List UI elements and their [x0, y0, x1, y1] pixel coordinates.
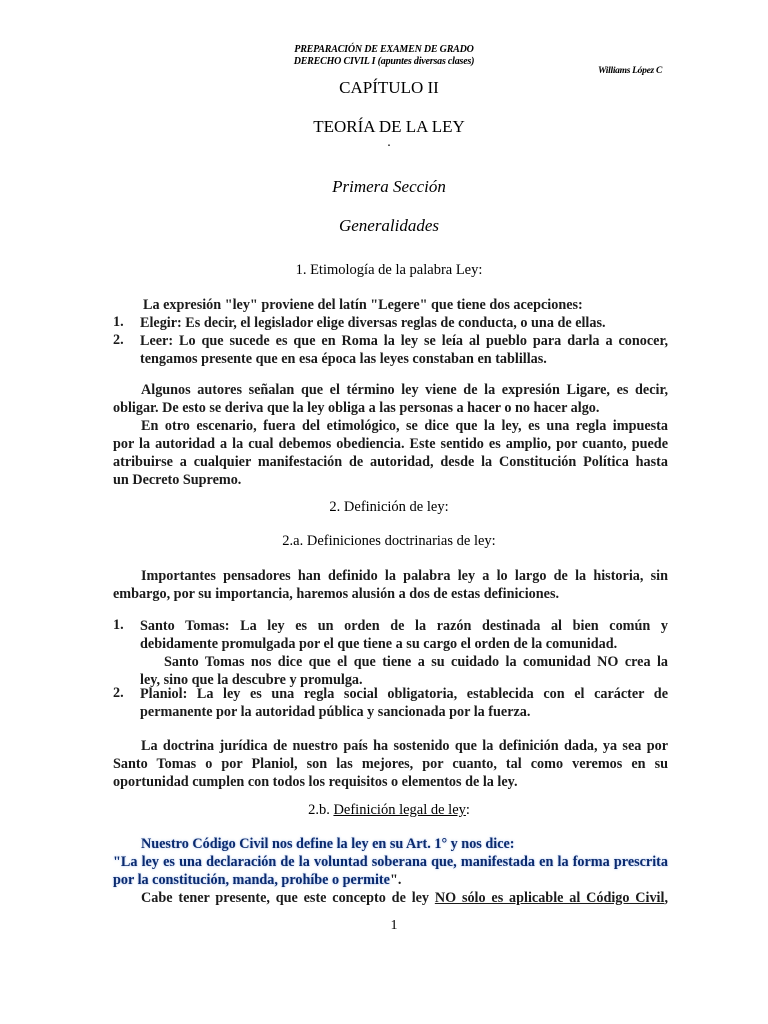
- paragraph-doctrina: [113, 737, 668, 791]
- list-item-leer: [140, 332, 668, 368]
- chapter-heading: CAPÍTULO II: [339, 78, 439, 97]
- heading-definition: 2. Definición de ley:: [329, 499, 449, 515]
- heading-colon: :: [465, 802, 470, 818]
- paragraph-line: debidamente promulgada por el que tiene a su cargo el orden de la comunidad.: [140, 636, 618, 652]
- paragraph-line: Planiol: La ley es una regla social obligatoria, establecida con el carácter de: [140, 686, 668, 702]
- header-author: Williams López C: [598, 66, 662, 76]
- paragraph-intro: [113, 296, 668, 314]
- heading-underlined-text: Definición legal de ley: [333, 802, 466, 818]
- list-number: 1.: [113, 314, 124, 330]
- paragraph-line: por la autoridad a la cual debemos obediencia. Este sentido es amplio, por cuanto, puede: [113, 436, 668, 452]
- heading-doctrinal: 2.a. Definiciones doctrinarias de ley:: [282, 533, 496, 549]
- paragraph-pensadores: [113, 567, 668, 603]
- paragraph-line: La doctrina jurídica de nuestro país ha sostenido que la definición dada, ya sea por: [141, 738, 668, 754]
- paragraph-line: Algunos autores señalan que el término ley viene de la expresión Ligare, es decir,: [141, 382, 668, 398]
- paragraph-line: Santo Tomas nos dice que el que tiene a su cuidado la comunidad NO crea la: [164, 654, 668, 670]
- list-number: 2.: [113, 332, 124, 348]
- heading-legal-definition: [0, 802, 768, 819]
- paragraph-line: un Decreto Supremo.: [113, 472, 242, 488]
- paragraph-otro-escenario: [113, 417, 668, 489]
- header-subject-line: DERECHO CIVIL I (apuntes diversas clases): [293, 56, 475, 67]
- paragraph-line: Nuestro Código Civil nos define la ley en su Art. 1° y nos dice:: [141, 836, 515, 852]
- quote-article-1: [113, 853, 668, 889]
- text-segment: ,: [664, 890, 668, 906]
- list-item-elegir: [140, 314, 668, 332]
- definition-santo-tomas: [140, 617, 668, 689]
- paragraph-codigo-civil: [113, 835, 668, 853]
- paragraph-line: [113, 889, 668, 907]
- quote-line: "La ley es una declaración de la voluntad soberana que, manifestada en la forma prescrita: [113, 854, 668, 870]
- paragraph-line: embargo, por su importancia, haremos alusión a dos de estas definiciones.: [113, 586, 560, 602]
- page-number: 1: [390, 918, 398, 933]
- paragraph-line: obligar. De esto se deriva que la ley obliga a las personas a hacer o no hacer algo.: [113, 400, 600, 416]
- paragraph-line: La expresión "ley" proviene del latín "Legere" que tiene dos acepciones:: [143, 297, 583, 313]
- paragraph-line: Santo Tomas: La ley es un orden de la razón destinada al bien común y: [140, 618, 668, 634]
- definition-planiol: [140, 685, 668, 721]
- paragraph-line: tengamos presente que en esa época las leyes constaban en tablillas.: [140, 351, 547, 367]
- quote-text: por la constitución, manda, prohíbe o permite: [113, 872, 390, 888]
- paragraph-cabe-tener: [113, 889, 668, 907]
- paragraph-line: oportunidad cumplen con todos los requisitos o elementos de la ley.: [113, 774, 518, 790]
- heading-number: 2.b.: [308, 802, 330, 818]
- list-number: 1.: [113, 617, 124, 633]
- section-heading: Primera Sección: [332, 177, 446, 196]
- quote-line: [113, 871, 668, 889]
- paragraph-line: Importantes pensadores han definido la palabra ley a lo largo de la historia, sin: [141, 568, 668, 584]
- quote-end: ".: [389, 872, 402, 888]
- text-segment: Cabe tener presente, que este concepto de ley: [141, 890, 435, 906]
- paragraph-line: Leer: Lo que sucede es que en Roma la ley se leía al pueblo para darla a conocer,: [140, 333, 668, 349]
- paragraph-line: ley, sino que la descubre y promulga.: [140, 672, 363, 688]
- paragraph-line: Santo Tomas o por Planiol, son las mejores, por cuanto, tal como veremos en su: [113, 756, 668, 772]
- header-course-line: PREPARACIÓN DE EXAMEN DE GRADO: [294, 44, 474, 55]
- title-dot: .: [387, 135, 391, 150]
- paragraph-ligare: [113, 381, 668, 417]
- paragraph-line: Elegir: Es decir, el legislador elige diversas reglas de conducta, o una de ellas.: [140, 315, 606, 331]
- chapter-title: TEORÍA DE LA LEY: [313, 117, 465, 136]
- heading-etymology: 1. Etimología de la palabra Ley:: [295, 262, 483, 278]
- subsection-heading: Generalidades: [338, 216, 440, 235]
- paragraph-line: En otro escenario, fuera del etimológico, se dice que la ley, es una regla impuesta: [141, 418, 668, 434]
- list-number: 2.: [113, 685, 124, 701]
- paragraph-line: atribuirse a cualquier manifestación de autoridad, desde la Constitución Política hasta: [113, 454, 668, 470]
- paragraph-line: permanente por la autoridad pública y sancionada por la fuerza.: [140, 704, 531, 720]
- underlined-text: NO sólo es aplicable al Código Civil: [434, 890, 665, 906]
